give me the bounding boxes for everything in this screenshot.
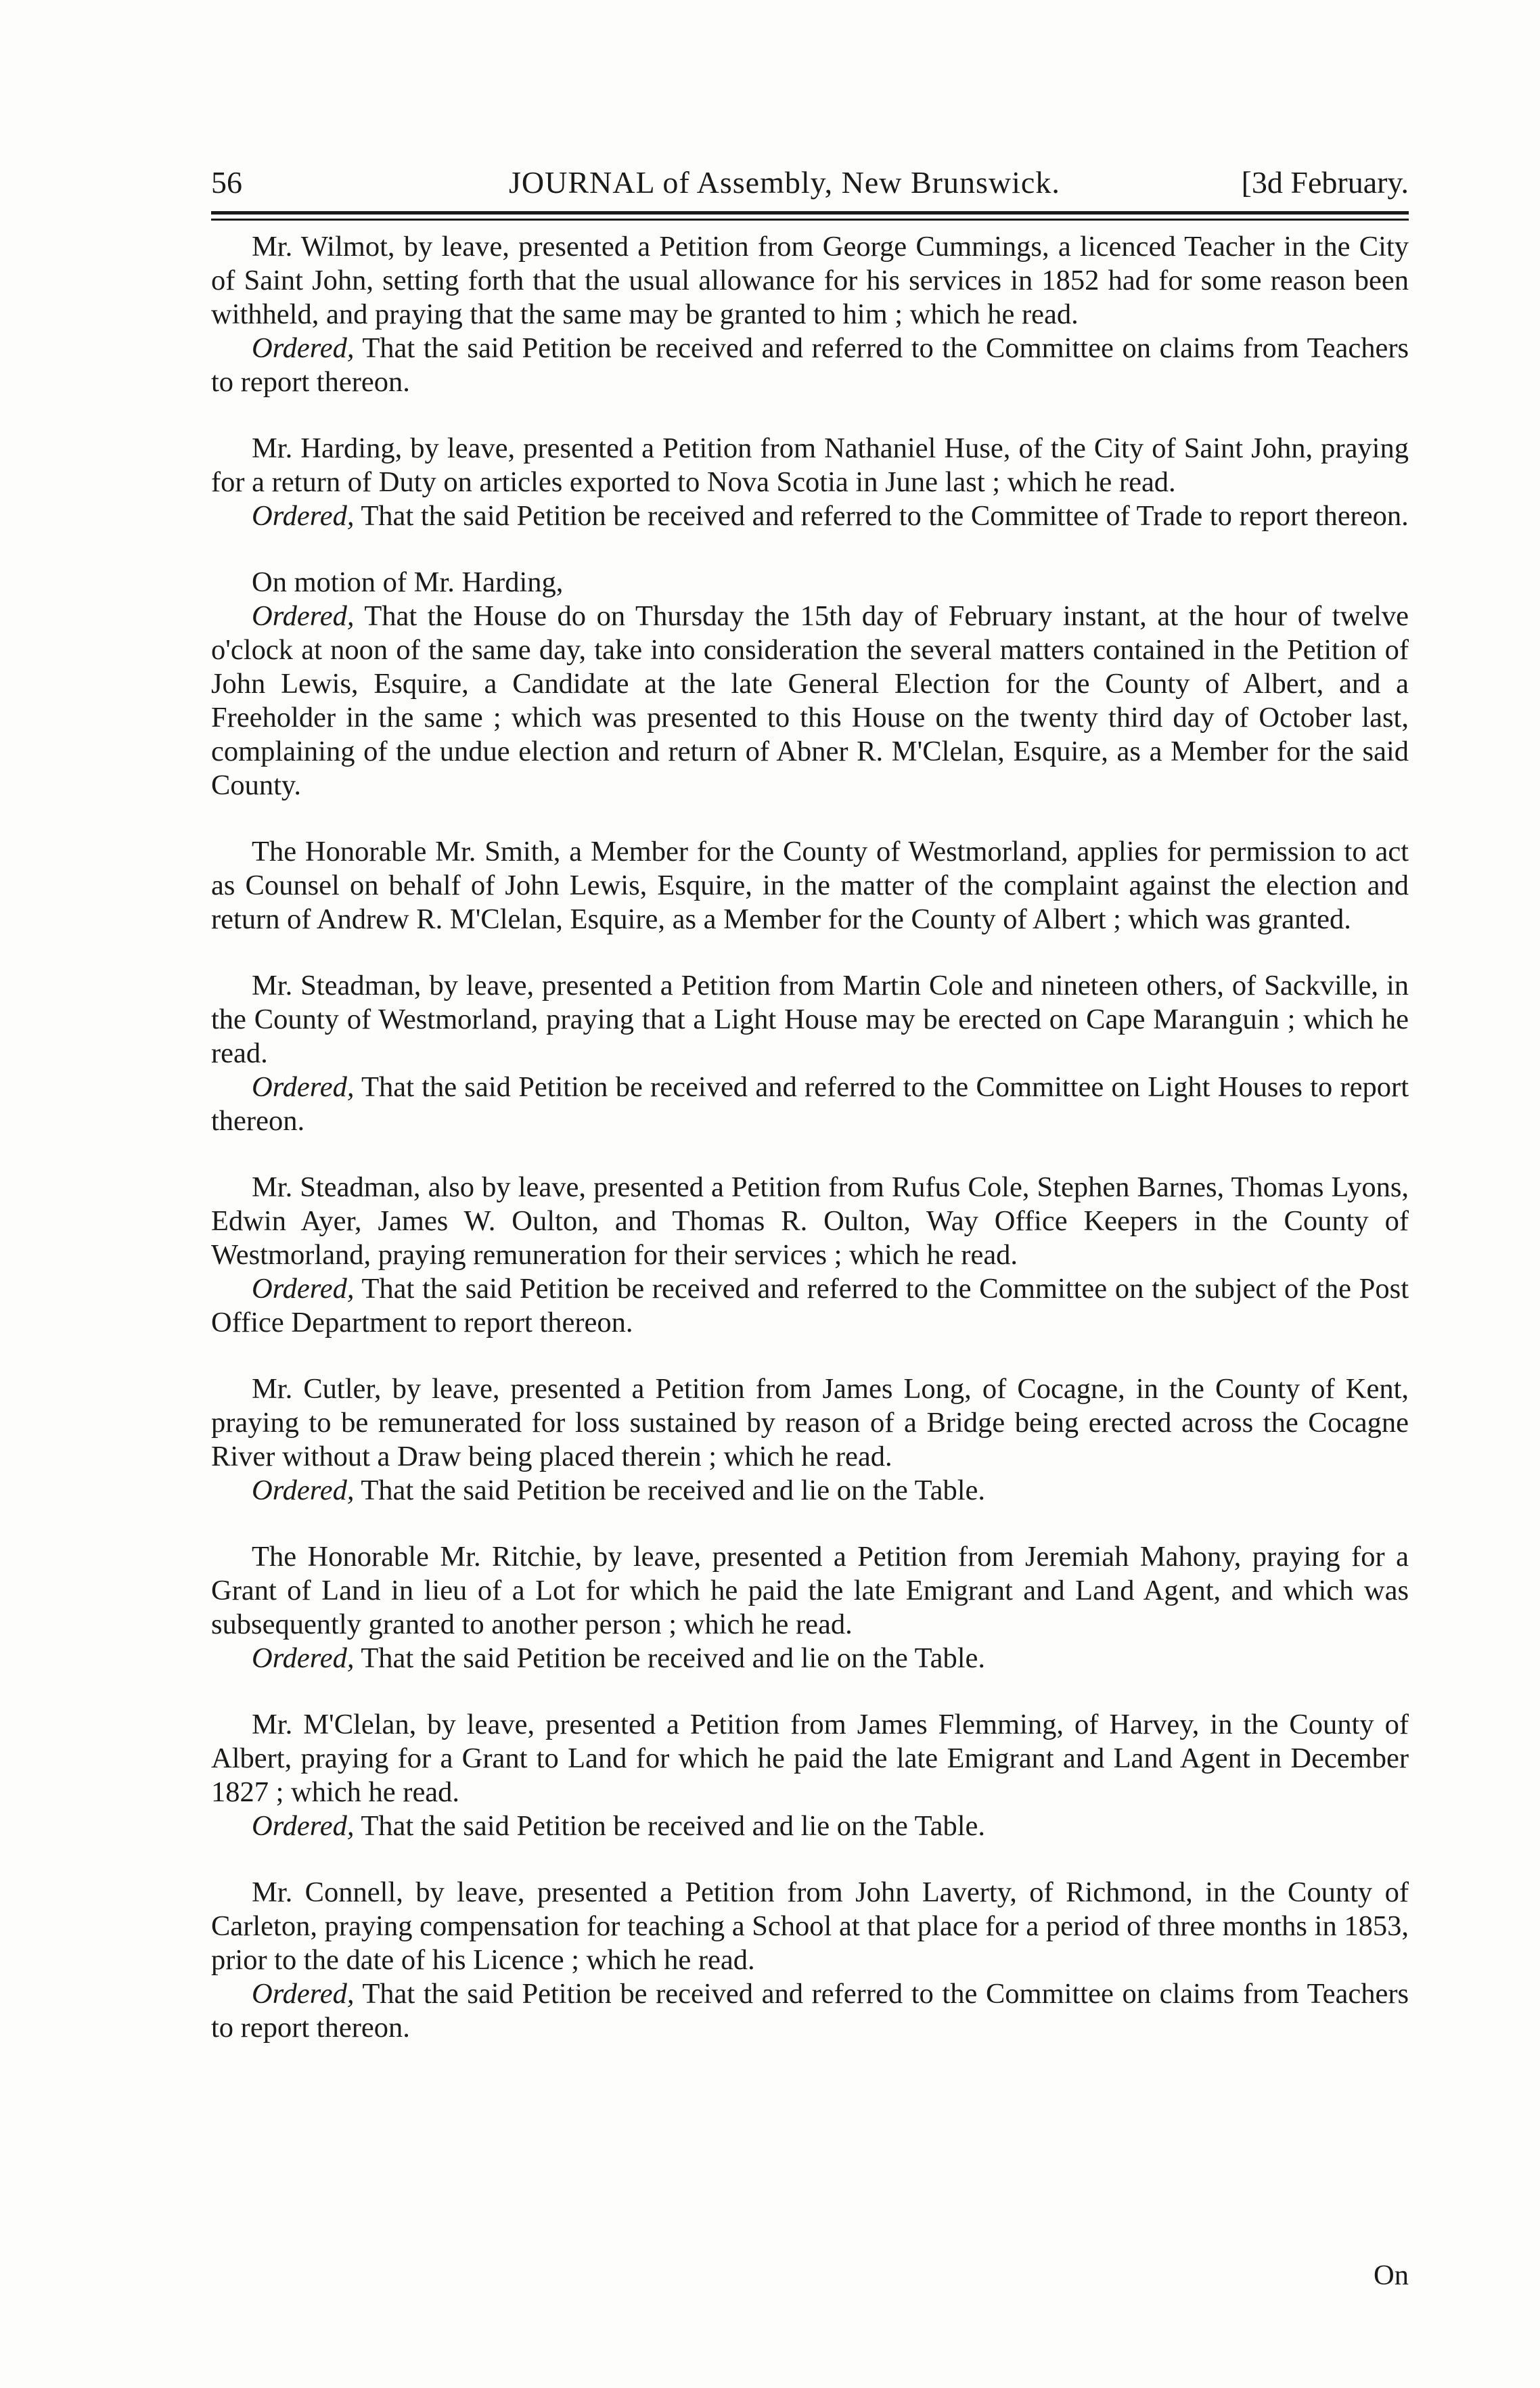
entry-3 [211,566,1409,803]
entry-7 [211,1372,1409,1508]
page-number: 56 [211,165,242,200]
running-title: JOURNAL of Assembly, New Brunswick. [509,165,1060,200]
entry-1 [211,230,1409,399]
entry-order [211,1809,1409,1843]
order-label: Ordered, [252,1978,355,2010]
entry-text: Mr. Cutler, by leave, presented a Petition from James Long, of Cocagne, in the County of Kent, praying to be remunerated for loss sustained by reason of a Bridge being erected across the Cocagne River without a Draw being placed therein ; which he read. [211,1373,1409,1472]
entry-4 [211,835,1409,937]
entry-text: Mr. Connell, by leave, presented a Petition from John Laverty, of Richmond, in the County of Carleton, praying compensation for teaching a School at that place for a period of three months in 1853, prior to the date of his Licence ; which he read. [211,1876,1409,1976]
order-label: Ordered, [252,1071,355,1103]
order-text: That the said Petition be received and lie on the Table. [361,1642,986,1674]
entry-order [211,332,1409,399]
order-text: That the said Petition be received and lie on the Table. [361,1474,986,1506]
order-label: Ordered, [252,1810,355,1842]
page-header [211,162,1409,203]
order-text: That the said Petition be received and referred to the Committee on claims from Teachers to report thereon. [211,1978,1409,2044]
entry-text: Mr. Steadman, by leave, presented a Petition from Martin Cole and nineteen others, of Sackville, in the County of Westmorland, praying that a Light House may be erected on Cape Maranguin ; which he read. [211,970,1409,1069]
catchword: On [1374,2259,1409,2291]
order-label: Ordered, [252,1642,355,1674]
header-date: [3d February. [1241,165,1409,200]
order-text: That the said Petition be received and lie on the Table. [361,1810,986,1842]
entry-order [211,600,1409,803]
entry-order [211,1272,1409,1340]
entry-5 [211,969,1409,1138]
entry-10 [211,1876,1409,2045]
entry-8 [211,1540,1409,1675]
order-text: That the said Petition be received and referred to the Committee of Trade to report thereon. [361,500,1409,532]
entry-text: The Honorable Mr. Smith, a Member for the County of Westmorland, applies for permission to act as Counsel on behalf of John Lewis, Esquire, in the matter of the complaint against the election and return of Andrew R. M'Clelan, Esquire, as a Member for the County of Albert ; which was granted. [211,836,1409,935]
journal-body [211,230,1409,2045]
entry-text: Mr. M'Clelan, by leave, presented a Petition from James Flemming, of Harvey, in the County of Albert, praying for a Grant to Land for which he paid the late Emigrant and Land Agent in December 1827 ; which he read. [211,1709,1409,1808]
entry-text: Mr. Wilmot, by leave, presented a Petition from George Cummings, a licenced Teacher in the City of Saint John, setting forth that the usual allowance for his services in 1852 had for some reason been withheld, and praying that the same may be granted to him ; which he read. [211,231,1409,330]
entry-6 [211,1171,1409,1340]
order-label: Ordered, [252,332,355,364]
entry-text: On motion of Mr. Harding, [252,566,564,598]
order-label: Ordered, [252,600,355,632]
order-label: Ordered, [252,1273,355,1305]
entry-order [211,1474,1409,1508]
entry-text: Mr. Steadman, also by leave, presented a Petition from Rufus Cole, Stephen Barnes, Thomas Lyons, Edwin Ayer, James W. Oulton, and Thomas R. Oulton, Way Office Keepers in the County of Westmorland, praying remuneration for their services ; which he read. [211,1171,1409,1271]
entry-text: The Honorable Mr. Ritchie, by leave, presented a Petition from Jeremiah Mahony, praying for a Grant of Land in lieu of a Lot for which he paid the late Emigrant and Land Agent, and which was subsequently granted to another person ; which he read. [211,1541,1409,1640]
entry-order [211,1642,1409,1675]
entry-2 [211,432,1409,533]
header-rule [211,211,1409,221]
entry-order [211,1071,1409,1138]
entry-9 [211,1708,1409,1843]
order-text: That the said Petition be received and referred to the Committee on the subject of the Post Office Department to report thereon. [211,1273,1409,1338]
entry-order [211,1977,1409,2045]
order-text: That the said Petition be received and referred to the Committee on claims from Teachers to report thereon. [211,332,1409,398]
entry-order [211,499,1409,533]
order-label: Ordered, [252,1474,355,1506]
order-text: That the House do on Thursday the 15th day of February instant, at the hour of twelve o'clock at noon of the same day, take into consideration the several matters contained in the Petition of John Lewis, Esquire, a Candidate at the late General Election for the County of Albert, and a Freeholder in the same ; which was presented to this House on the twenty third day of October last, complaining of the undue election and return of Abner R. M'Clelan, Esquire, as a Member for the said County. [211,600,1409,801]
order-label: Ordered, [252,500,355,532]
order-text: That the said Petition be received and referred to the Committee on Light Houses to report thereon. [211,1071,1409,1137]
entry-text: Mr. Harding, by leave, presented a Petition from Nathaniel Huse, of the City of Saint John, praying for a return of Duty on articles exported to Nova Scotia in June last ; which he read. [211,432,1409,498]
